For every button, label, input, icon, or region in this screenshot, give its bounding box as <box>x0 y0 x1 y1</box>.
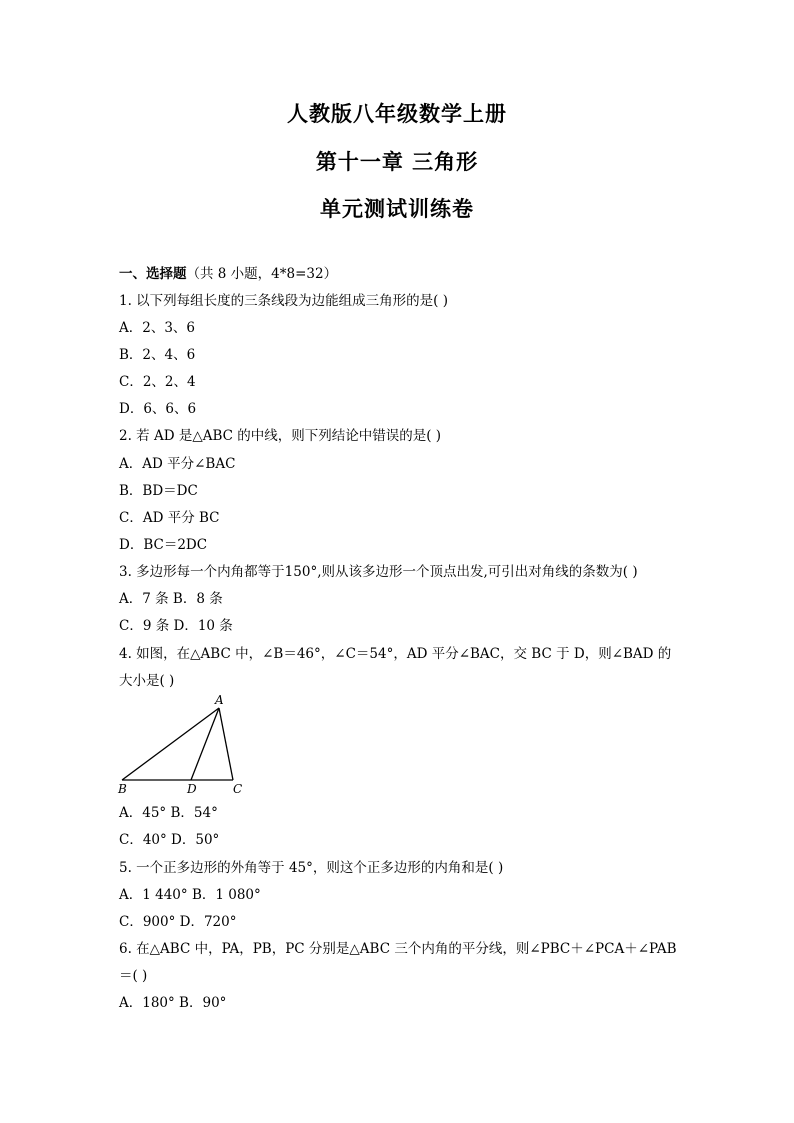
test-title: 单元测试训练卷 <box>320 197 474 221</box>
question-2: 2. 若 AD 是△ABC 的中线，则下列结论中错误的是( ) <box>119 428 442 444</box>
question-4-options-ab: A．45° B．54° <box>119 805 218 821</box>
question-6-line-1: 6. 在△ABC 中，PA，PB，PC 分别是△ABC 三个内角的平分线，则∠PBC＋∠PCA＋∠PAB <box>119 941 677 957</box>
question-3-options-cd: C．9 条 D．10 条 <box>119 618 233 634</box>
question-2-option-a: A．AD 平分∠BAC <box>119 456 236 472</box>
vertex-label-c: C <box>233 782 243 796</box>
question-1-option-c: C．2、2、4 <box>119 374 196 390</box>
question-3: 3. 多边形每一个内角都等于150°,则从该多边形一个顶点出发,可引出对角线的条数为( ) <box>119 564 638 580</box>
document-title: 人教版八年级数学上册 <box>287 102 507 126</box>
question-1-option-d: D．6、6、6 <box>119 401 197 417</box>
question-6-line-2: ＝( ) <box>119 968 148 984</box>
question-5-options-cd: C．900° D．720° <box>119 914 237 930</box>
section-note: （共 8 小题，4*8=32） <box>186 266 338 282</box>
vertex-label-b: B <box>118 782 127 796</box>
question-1-option-b: B．2、4、6 <box>119 347 196 363</box>
question-1-option-a: A．2、3、6 <box>119 320 196 336</box>
point-label-d: D <box>187 782 197 796</box>
question-2-option-d: D．BC＝2DC <box>119 537 208 553</box>
triangle-figure <box>112 692 252 797</box>
question-4-line-1: 4. 如图，在△ABC 中，∠B＝46°，∠C＝54°，AD 平分∠BAC，交 BC 于 D，则∠BAD 的 <box>119 646 672 662</box>
question-2-option-b: B．BD＝DC <box>119 483 198 499</box>
section-heading <box>119 262 337 282</box>
question-4-options-cd: C．40° D．50° <box>119 832 220 848</box>
vertex-label-a: A <box>215 693 224 707</box>
question-5: 5. 一个正多边形的外角等于 45°，则这个正多边形的内角和是( ) <box>119 860 504 876</box>
section-label: 一、选择题 <box>119 266 187 282</box>
chapter-title: 第十一章 三角形 <box>315 150 479 174</box>
question-5-options-ab: A．1 440° B．1 080° <box>119 887 261 903</box>
question-1: 1. 以下列每组长度的三条线段为边能组成三角形的是( ) <box>119 293 448 309</box>
question-4-line-2: 大小是( ) <box>119 673 175 689</box>
question-6-options-ab: A．180° B．90° <box>119 995 227 1011</box>
question-2-option-c: C．AD 平分 BC <box>119 510 220 526</box>
question-3-options-ab: A．7 条 B．8 条 <box>119 591 223 607</box>
side-ac <box>219 708 233 780</box>
